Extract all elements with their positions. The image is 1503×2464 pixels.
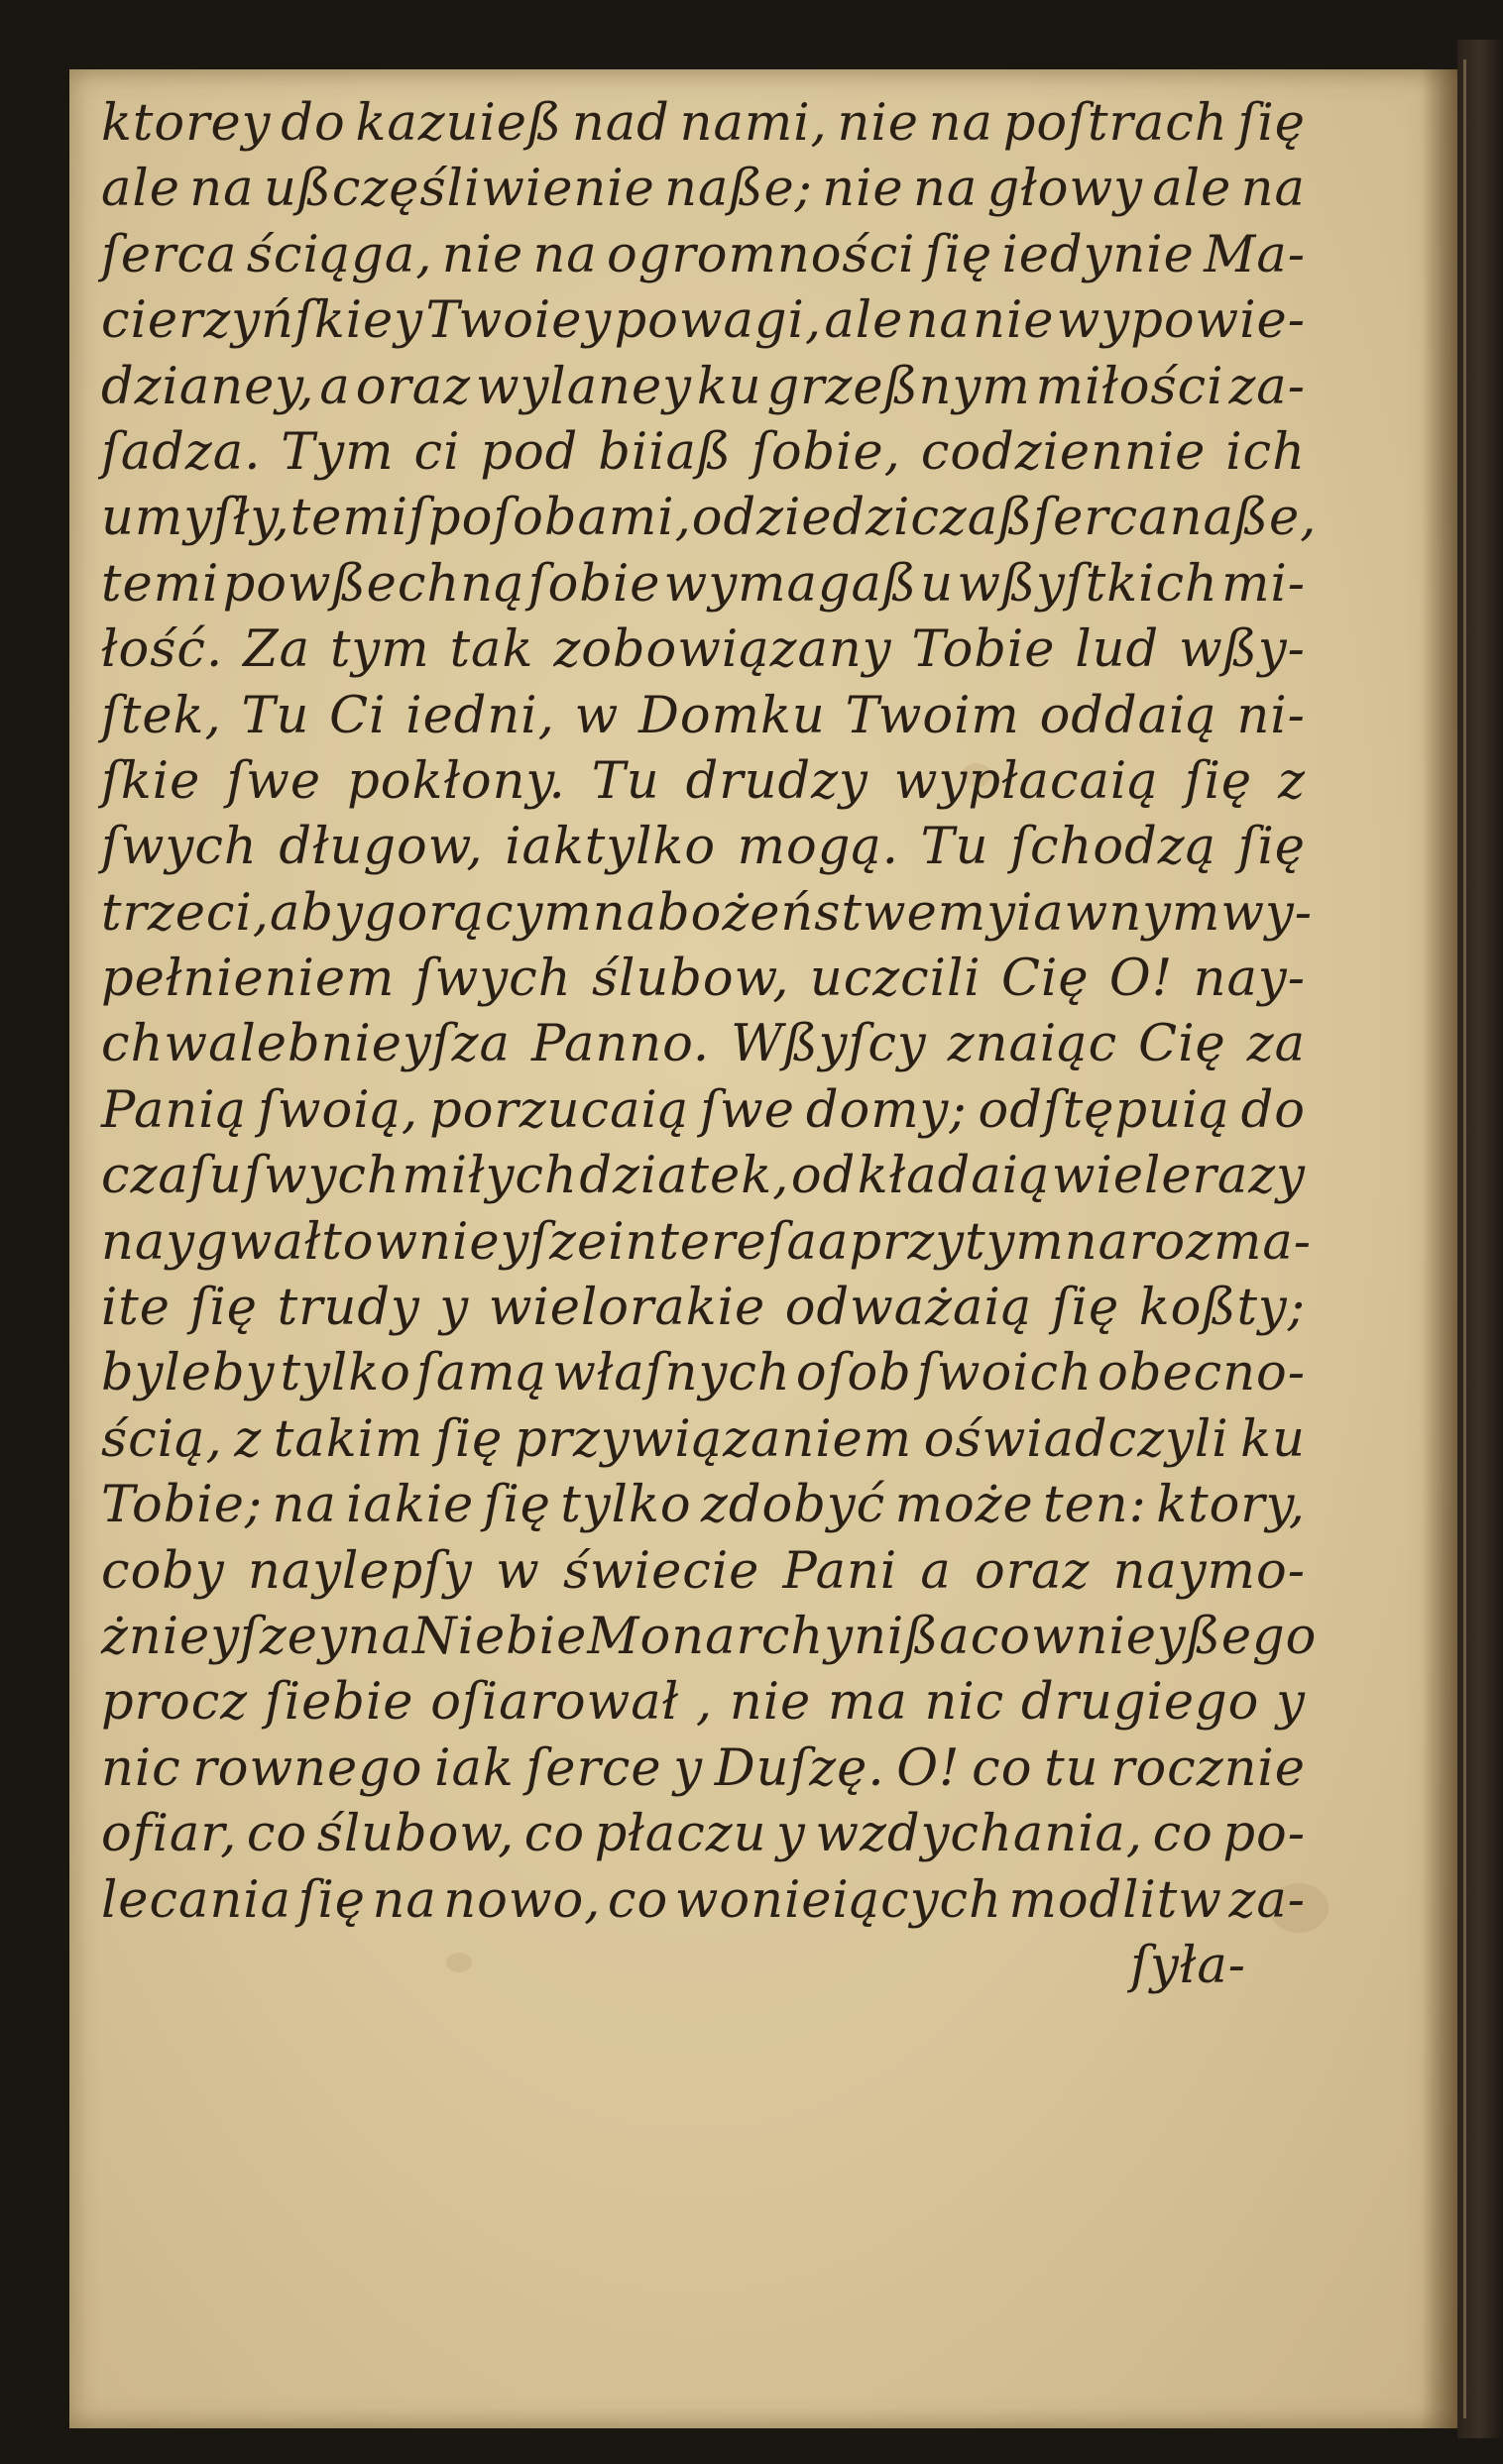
text-word: Panno. [530, 1015, 711, 1074]
text-word: ſamą [415, 1344, 548, 1403]
text-word: trzeci, [101, 883, 271, 943]
text-word: co [523, 1805, 586, 1864]
text-word: wielorakie [488, 1279, 766, 1338]
text-word: rocznie [1110, 1738, 1306, 1798]
text-line [101, 881, 1314, 947]
text-word: ſerca [101, 225, 238, 284]
text-word: iawnym [1015, 883, 1221, 943]
text-word: ſię [1237, 94, 1306, 153]
text-word: nowo, [443, 1870, 602, 1930]
text-word: porzucaią [429, 1080, 690, 1140]
text-word: ale [1152, 160, 1232, 219]
text-word: ślubow, [316, 1805, 516, 1864]
text-word: domy; [805, 1080, 968, 1140]
text-word: ſobie, [751, 422, 901, 482]
text-word: drugiego [1021, 1673, 1260, 1733]
text-word: z [1278, 751, 1306, 811]
text-word: wielerazy [1051, 1147, 1306, 1206]
text-line [101, 1868, 1306, 1934]
text-word: ſię [924, 225, 993, 284]
text-word: dzianey, [101, 357, 315, 416]
text-word: na [912, 160, 979, 219]
text-word: byleby [101, 1344, 276, 1403]
text-line [101, 1934, 1306, 1999]
text-word: wymagaß [663, 554, 918, 614]
text-word: ale [101, 160, 180, 219]
text-word: wypłacaią [893, 751, 1159, 811]
text-word: wypowie- [1056, 291, 1306, 351]
text-word: ſwych [101, 818, 258, 877]
text-word: Tobie; [101, 1476, 264, 1535]
text-line [101, 1276, 1306, 1341]
text-word: ſwoią, [257, 1080, 419, 1140]
text-word: temi [289, 489, 409, 548]
text-word: temi [101, 554, 220, 614]
text-word: ſwe [226, 751, 322, 811]
text-line [101, 1144, 1306, 1209]
text-word: nami, [679, 94, 828, 153]
text-word: właſnych [552, 1344, 791, 1403]
text-line [101, 617, 1306, 683]
text-line [101, 1670, 1306, 1736]
text-word: miłych [402, 1147, 578, 1206]
text-word: oddaią [1039, 686, 1217, 745]
text-word: ku [696, 357, 762, 416]
text-word: za- [1228, 1870, 1306, 1930]
text-word: na [928, 94, 993, 153]
text-word: gorącym [363, 883, 593, 943]
text-word: ku [1240, 1409, 1306, 1469]
text-word: płaczu [594, 1805, 767, 1864]
text-word: O! [1108, 950, 1174, 1009]
text-word: miłości [1035, 357, 1224, 416]
text-line [101, 552, 1306, 617]
text-word: wylaney [475, 357, 692, 416]
text-word: nie [973, 291, 1055, 351]
text-word: nic [101, 1738, 181, 1798]
text-word: nie [441, 225, 524, 284]
text-line [101, 288, 1306, 354]
text-word: aby [270, 883, 364, 943]
text-line [101, 486, 1318, 551]
text-word: koßty; [1138, 1279, 1306, 1338]
text-word: z [234, 1409, 263, 1469]
text-word: drudzy [685, 751, 868, 811]
text-word: znaiąc [947, 1015, 1118, 1074]
text-word: nad [571, 94, 670, 153]
text-word: wßyſtkich [957, 554, 1218, 614]
text-word: tym [965, 1212, 1065, 1272]
text-word: w [574, 686, 620, 745]
text-word: ofiar, [101, 1805, 238, 1864]
text-word: y [1276, 1673, 1306, 1733]
text-word: na [905, 291, 971, 351]
text-line [101, 1473, 1306, 1538]
text-word: na [532, 225, 598, 284]
text-word: biiaß [598, 422, 732, 482]
text-word: przywiązaniem [515, 1409, 913, 1469]
text-word: świecie [562, 1541, 760, 1601]
text-word: ſwych [414, 950, 572, 1009]
text-word: w [496, 1541, 540, 1601]
text-word: y [986, 883, 1016, 943]
text-word: ſię [1237, 818, 1306, 877]
text-word: rozma- [1129, 1212, 1312, 1272]
text-word: do [281, 94, 346, 153]
text-word: co [246, 1805, 308, 1864]
text-word: naylepſy [247, 1541, 473, 1601]
text-word: ſię [435, 1409, 504, 1469]
text-word: żnieyſzey [101, 1607, 348, 1666]
page-gutter-shadow [1422, 69, 1457, 2428]
text-word: u [920, 554, 955, 614]
text-word: za [1246, 1015, 1306, 1074]
text-word: Cię [1138, 1015, 1226, 1074]
text-word: ſiebie [264, 1673, 414, 1733]
text-line [101, 815, 1306, 880]
text-word: ktorey [101, 94, 272, 153]
text-word: pełnieniem [101, 950, 396, 1009]
text-word: kładaią [857, 1147, 1051, 1206]
text-word: Tobie [911, 620, 1056, 680]
text-word: y [673, 1738, 704, 1798]
text-word: Twoim [845, 686, 1020, 745]
text-word: do [1240, 1080, 1306, 1140]
text-word: ſtek, [101, 686, 222, 745]
text-line [101, 1078, 1306, 1144]
text-word: ſię [297, 1870, 366, 1930]
text-word: Duſzę. [714, 1738, 885, 1798]
text-line [101, 355, 1306, 420]
text-word: odſtępuią [978, 1080, 1230, 1140]
page-text-block [101, 91, 1318, 1999]
text-word: coby [101, 1541, 225, 1601]
text-word: powßechną [222, 554, 525, 614]
text-word: mi- [1221, 554, 1306, 614]
text-word: ſwe [700, 1080, 795, 1140]
text-word: długow, [279, 818, 484, 877]
text-line [101, 1012, 1306, 1077]
text-word: odziedziczaß [691, 489, 1034, 548]
text-word: ściąga, [246, 225, 433, 284]
text-line [101, 1407, 1306, 1473]
text-word: Za [243, 620, 310, 680]
text-word: pod [480, 422, 579, 482]
text-word: umyſły, [101, 489, 290, 548]
text-word: nic [924, 1673, 1005, 1733]
text-word: oſob [795, 1344, 912, 1403]
text-word: łość. [101, 620, 224, 680]
text-line [101, 1341, 1306, 1406]
text-line [101, 1802, 1306, 1867]
text-word: naygwałtownieyſze [101, 1212, 609, 1272]
text-word: rownego [192, 1738, 423, 1798]
text-word: Tym [281, 422, 395, 482]
text-word: ſię [189, 1279, 258, 1338]
text-word: nay- [1193, 950, 1306, 1009]
text-word: nie [837, 94, 919, 153]
text-word: y [439, 1279, 470, 1338]
text-word: O! [896, 1738, 961, 1798]
text-word: mogą. [737, 818, 899, 877]
text-word: tym [329, 620, 430, 680]
text-word: lecania [101, 1870, 292, 1930]
text-line [101, 223, 1306, 288]
text-word: ogromności [607, 225, 916, 284]
text-word: dziatek, [579, 1147, 790, 1206]
text-word: tak [449, 620, 534, 680]
text-word: może [894, 1476, 1034, 1535]
text-word: ſerca [1033, 489, 1170, 548]
text-word: na [1064, 1212, 1129, 1272]
text-word: ſyła- [1130, 1936, 1246, 1995]
text-word: tylko [560, 1476, 692, 1535]
text-word: ślubow, [591, 950, 790, 1009]
text-word: ktory, [1156, 1476, 1306, 1535]
text-word: na [189, 160, 255, 219]
text-line [101, 1605, 1318, 1670]
text-word: nie [729, 1673, 812, 1733]
text-word: pokłony. [347, 751, 566, 811]
text-word: modlitw [1008, 1870, 1222, 1930]
text-word: nie [822, 160, 904, 219]
text-word: chwalebnieyſza [101, 1015, 511, 1074]
text-word: przy [849, 1212, 966, 1272]
text-word: y [776, 1805, 806, 1864]
text-line [101, 1210, 1312, 1276]
text-word: ale [824, 291, 904, 351]
text-word: Twoiey [425, 291, 613, 351]
text-word: procz [101, 1673, 249, 1733]
text-word: zobowiązany [553, 620, 892, 680]
text-word: ma [827, 1673, 908, 1733]
text-line [101, 157, 1306, 222]
text-word: Niebie [412, 1607, 588, 1666]
text-word: wzdychania, [815, 1805, 1143, 1864]
text-word: ni- [1236, 686, 1306, 745]
text-line [101, 1736, 1306, 1802]
text-word: iakie [346, 1476, 475, 1535]
text-word: Panią [101, 1080, 247, 1140]
text-word: ſię [1051, 1279, 1120, 1338]
page-edge-line [1463, 59, 1466, 2418]
text-word: Tu [241, 686, 310, 745]
text-word: tu [1044, 1738, 1099, 1798]
text-word: powagi, [614, 291, 823, 351]
text-word: na [347, 1607, 413, 1666]
text-word: poſtrach [1002, 94, 1228, 153]
text-word: oraz [974, 1541, 1091, 1601]
text-word: ſię [483, 1476, 551, 1535]
text-word: Tu [920, 818, 989, 877]
text-word: iaktylko [505, 818, 717, 877]
text-line [101, 684, 1306, 749]
text-word: Monarchyni [587, 1607, 905, 1666]
text-word: na [372, 1870, 437, 1930]
text-word: wy- [1220, 883, 1314, 943]
text-word: cierzyńſkiey [101, 291, 424, 351]
text-word: po- [1222, 1805, 1306, 1864]
text-word: Cię [1001, 950, 1090, 1009]
text-word: ſpoſobami, [408, 489, 692, 548]
text-word: co [972, 1738, 1033, 1798]
text-word: Domku [638, 686, 826, 745]
text-word: uczcili [809, 950, 982, 1009]
text-word: ußczęśliwienie [263, 160, 655, 219]
text-line [101, 1539, 1306, 1605]
text-word: na [1240, 160, 1306, 219]
text-word: tylko [280, 1344, 411, 1403]
text-word: nabożeństwem [592, 883, 987, 943]
text-word: a [319, 357, 351, 416]
text-word: za- [1228, 357, 1306, 416]
text-word: Wßyſcy [731, 1015, 927, 1074]
text-word: grzeßnym [766, 357, 1031, 416]
text-line [101, 91, 1306, 157]
text-word: iedni, [405, 686, 555, 745]
text-word: ścią, [101, 1409, 223, 1469]
text-word: na [272, 1476, 337, 1535]
text-word: Ci [329, 686, 387, 745]
text-word: naße; [664, 160, 813, 219]
text-word: obecno- [1098, 1344, 1306, 1403]
text-word: ſerce [525, 1738, 662, 1798]
text-word: Tu [591, 751, 660, 811]
text-word: ſadza. [101, 422, 262, 482]
text-word: , [695, 1673, 714, 1733]
text-word: trudy [277, 1279, 420, 1338]
text-word: oraz [355, 357, 472, 416]
text-word: ſobie [527, 554, 661, 614]
text-word: naymo- [1112, 1541, 1306, 1601]
text-word: intereſa [608, 1212, 818, 1272]
text-word: kazuieß [355, 94, 563, 153]
text-word: a [920, 1541, 952, 1601]
text-word: zdobyć [700, 1476, 886, 1535]
text-word: oſiarował [430, 1673, 680, 1733]
text-line [101, 947, 1306, 1012]
text-word: ſwych [244, 1147, 401, 1206]
text-word: od [790, 1147, 857, 1206]
text-line [101, 420, 1306, 486]
text-word: naße, [1169, 489, 1318, 548]
text-word: ſię [1184, 751, 1253, 811]
text-word: głowy [986, 160, 1143, 219]
text-word: ci [413, 422, 461, 482]
text-word: codziennie [920, 422, 1207, 482]
text-word: ſwoich [916, 1344, 1093, 1403]
text-word: ſkie [101, 751, 201, 811]
text-word: a [817, 1212, 850, 1272]
text-word: oświadczyli [923, 1409, 1229, 1469]
text-word: takim [273, 1409, 424, 1469]
text-word: odważaią [784, 1279, 1033, 1338]
text-word: ßacownieyßego [904, 1607, 1318, 1666]
text-word: ich [1225, 422, 1306, 482]
text-word: co [607, 1870, 669, 1930]
text-word: ite [101, 1279, 171, 1338]
text-word: czaſu [101, 1147, 243, 1206]
text-word: iedynie [1001, 225, 1195, 284]
text-word: co [1152, 1805, 1214, 1864]
text-word: ſchodzą [1010, 818, 1217, 877]
text-line [101, 749, 1306, 815]
text-word: ten: [1043, 1476, 1147, 1535]
text-word: lud [1075, 620, 1160, 680]
text-word: Ma- [1204, 225, 1306, 284]
text-word: wonieiących [674, 1870, 1002, 1930]
text-word: wßy- [1179, 620, 1306, 680]
text-word: iak [434, 1738, 515, 1798]
text-word: Pani [782, 1541, 898, 1601]
